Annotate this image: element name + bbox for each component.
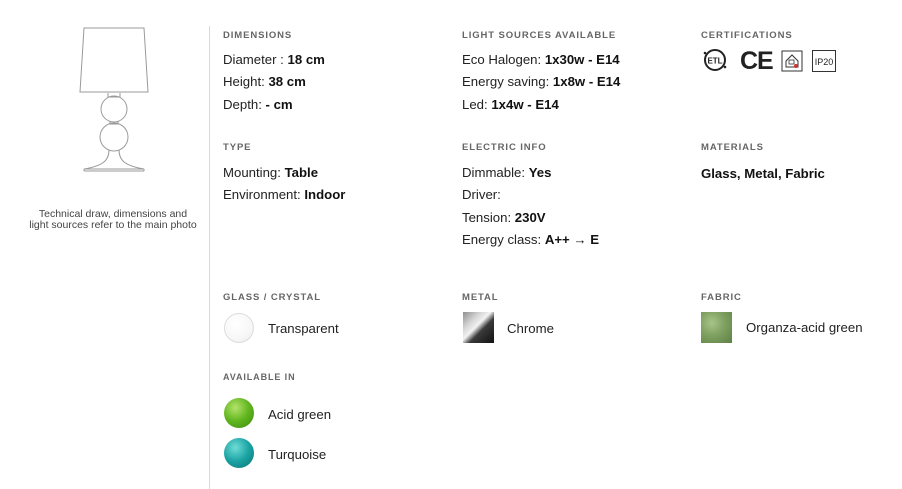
- fabric-label: Organza-acid green: [746, 320, 863, 335]
- metal-title: METAL: [462, 292, 499, 303]
- ce-mark-icon: [739, 46, 775, 74]
- color-label-turquoise: Turquoise: [268, 447, 327, 462]
- color-label-acid-green: Acid green: [268, 407, 332, 422]
- metal-label: Chrome: [507, 321, 554, 336]
- ip20-icon: [812, 50, 836, 72]
- type-mounting: Mounting: Table: [223, 165, 319, 180]
- color-swatch-turquoise[interactable]: [224, 438, 254, 468]
- light-sources-title: LIGHT SOURCES AVAILABLE: [462, 30, 617, 41]
- metal-swatch-chrome[interactable]: [463, 312, 494, 343]
- svg-text:ETL: ETL: [707, 56, 723, 66]
- vertical-divider: [209, 26, 210, 489]
- svg-text:IP20: IP20: [814, 57, 834, 67]
- light-source-energy-saving: Energy saving: 1x8w - E14: [462, 74, 621, 89]
- light-source-eco-halogen: Eco Halogen: 1x30w - E14: [462, 52, 620, 67]
- certifications-title: CERTIFICATIONS: [701, 30, 793, 41]
- glass-title: GLASS / CRYSTAL: [223, 292, 321, 303]
- materials-value: Glass, Metal, Fabric: [701, 166, 825, 181]
- svg-text:CE: CE: [740, 47, 773, 74]
- etl-listed-icon: [701, 48, 731, 72]
- fabric-swatch-organza-acid-green[interactable]: [701, 312, 732, 343]
- electric-dimmable: Dimmable: Yes: [462, 165, 552, 180]
- glass-swatch-transparent[interactable]: [224, 313, 254, 343]
- electric-tension: Tension: 230V: [462, 210, 546, 225]
- lamp-technical-drawing: [78, 26, 150, 176]
- electric-energy-class: Energy class: A++ → E: [462, 232, 600, 247]
- glass-label: Transparent: [268, 321, 339, 336]
- dimension-height: Height: 38 cm: [223, 74, 306, 89]
- dimensions-title: DIMENSIONS: [223, 30, 293, 41]
- materials-title: MATERIALS: [701, 142, 764, 153]
- drawing-caption: Technical draw, dimensions and light sources refer to the main photo: [29, 208, 197, 231]
- dimension-depth: Depth: - cm: [223, 97, 293, 112]
- color-swatch-acid-green[interactable]: [224, 398, 254, 428]
- type-title: TYPE: [223, 142, 252, 153]
- electric-driver: Driver:: [462, 187, 501, 202]
- fabric-title: FABRIC: [701, 292, 742, 303]
- electric-info-title: ELECTRIC INFO: [462, 142, 547, 153]
- dimension-diameter: Diameter : 18 cm: [223, 52, 325, 67]
- type-environment: Environment: Indoor: [223, 187, 346, 202]
- technical-drawing-panel: [0, 0, 209, 489]
- light-source-led: Led: 1x4w - E14: [462, 97, 559, 112]
- available-in-title: AVAILABLE IN: [223, 372, 296, 382]
- indoor-use-icon: [781, 50, 803, 72]
